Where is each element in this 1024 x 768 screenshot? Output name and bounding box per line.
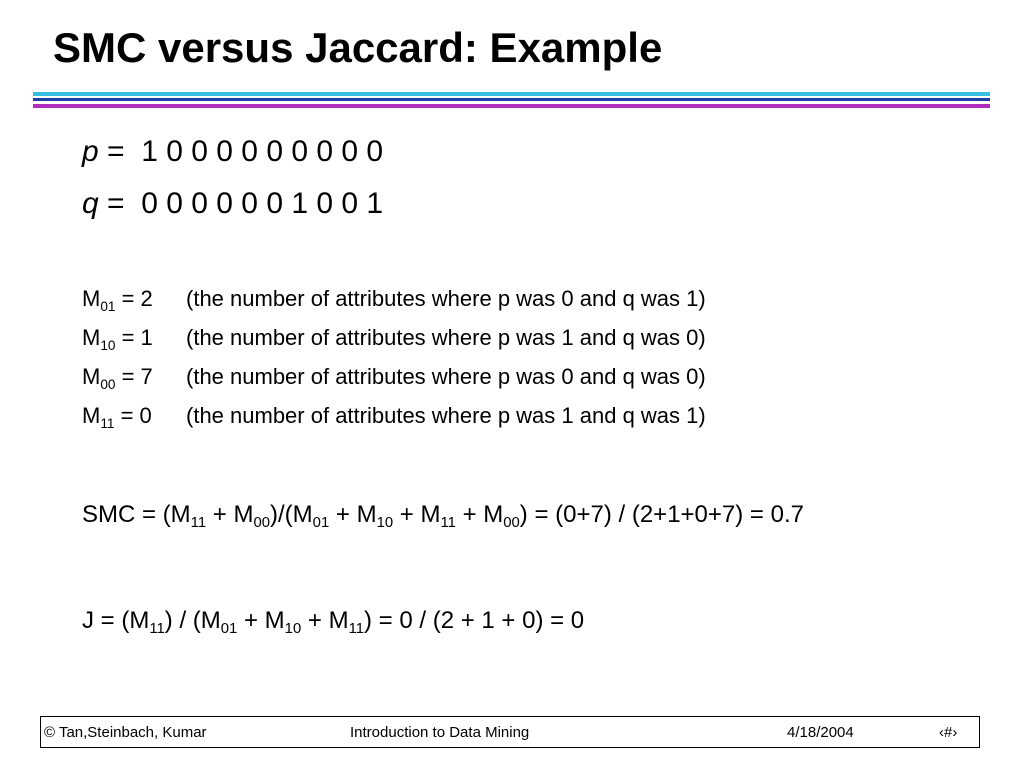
count-value: = 0 bbox=[114, 403, 152, 428]
smc-subscript: 01 bbox=[312, 515, 330, 532]
count-m11 bbox=[82, 402, 706, 431]
smc-subscript: 11 bbox=[190, 515, 207, 532]
smc-text: )/(M bbox=[270, 501, 313, 528]
count-subscript: 01 bbox=[100, 298, 116, 314]
footer-slide-number: ‹#› bbox=[939, 724, 958, 741]
count-m00 bbox=[82, 363, 706, 392]
smc-text: + M bbox=[329, 501, 377, 528]
jaccard-formula bbox=[82, 605, 584, 637]
vector-q-equals: = bbox=[98, 187, 142, 220]
count-explanation: (the number of attributes where p was 1 and q was 1) bbox=[186, 403, 706, 428]
jaccard-subscript: 11 bbox=[348, 621, 365, 638]
count-symbol: M bbox=[82, 403, 101, 428]
count-m10 bbox=[82, 324, 706, 353]
vector-p-equals: = bbox=[98, 135, 142, 168]
footer-date: 4/18/2004 bbox=[787, 724, 854, 741]
smc-text: + M bbox=[455, 501, 504, 528]
smc-subscript: 10 bbox=[376, 515, 394, 532]
jaccard-text: + M bbox=[301, 607, 349, 634]
smc-text: SMC = (M bbox=[82, 501, 191, 528]
vector-p-values: 1 0 0 0 0 0 0 0 0 0 bbox=[141, 135, 384, 168]
count-subscript: 11 bbox=[100, 415, 115, 431]
count-value: = 7 bbox=[115, 364, 153, 389]
jaccard-text: J = (M bbox=[82, 607, 150, 634]
vector-p bbox=[82, 134, 383, 170]
vector-p-name: p bbox=[82, 135, 99, 168]
slide-title: SMC versus Jaccard: Example bbox=[53, 24, 663, 71]
footer-copyright: © Tan,Steinbach, Kumar bbox=[44, 724, 207, 741]
jaccard-text: ) / (M bbox=[164, 607, 221, 634]
count-symbol: M bbox=[82, 364, 101, 389]
smc-subscript: 00 bbox=[503, 515, 520, 532]
smc-subscript: 00 bbox=[253, 515, 271, 532]
title-rule-middle bbox=[33, 98, 990, 101]
count-symbol: M bbox=[82, 286, 101, 311]
jaccard-subscript: 10 bbox=[284, 621, 302, 638]
count-explanation: (the number of attributes where p was 1 and q was 0) bbox=[186, 325, 706, 350]
jaccard-subscript: 01 bbox=[220, 621, 238, 638]
count-explanation: (the number of attributes where p was 0 and q was 1) bbox=[186, 286, 706, 311]
footer-course-title: Introduction to Data Mining bbox=[350, 724, 530, 741]
smc-subscript: 11 bbox=[440, 515, 456, 532]
slide-footer bbox=[40, 716, 980, 748]
count-subscript: 00 bbox=[100, 376, 116, 392]
count-subscript: 10 bbox=[100, 337, 116, 353]
smc-text: ) = (0+7) / (2+1+0+7) = 0.7 bbox=[519, 501, 804, 528]
jaccard-subscript: 11 bbox=[149, 621, 165, 638]
vector-q-values: 0 0 0 0 0 0 1 0 0 1 bbox=[141, 187, 384, 220]
count-symbol: M bbox=[82, 325, 101, 350]
smc-text: + M bbox=[393, 501, 441, 528]
title-rule-top bbox=[33, 92, 990, 96]
smc-formula bbox=[82, 499, 804, 531]
vector-q bbox=[82, 186, 383, 222]
jaccard-text: + M bbox=[237, 607, 285, 634]
count-explanation: (the number of attributes where p was 0 and q was 0) bbox=[186, 364, 706, 389]
count-m01 bbox=[82, 285, 706, 314]
jaccard-text: ) = 0 / (2 + 1 + 0) = 0 bbox=[364, 607, 585, 634]
smc-text: + M bbox=[206, 501, 254, 528]
count-value: = 2 bbox=[115, 286, 153, 311]
vector-q-name: q bbox=[82, 187, 99, 220]
count-value: = 1 bbox=[115, 325, 153, 350]
title-rule-bottom bbox=[33, 104, 990, 108]
